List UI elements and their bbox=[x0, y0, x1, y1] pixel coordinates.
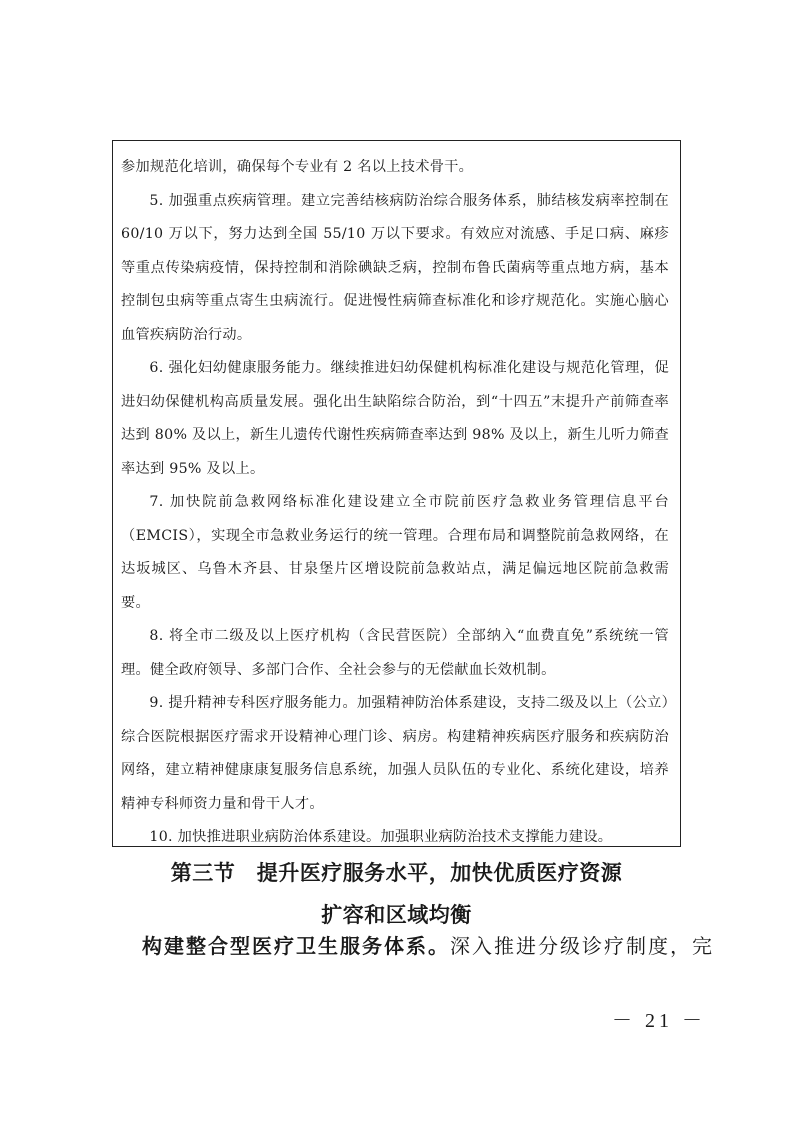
paragraph-item-10: 10. 加快推进职业病防治体系建设。加强职业病防治技术支撑能力建设。 bbox=[149, 829, 613, 845]
paragraph-item-7: 7. 加快院前急救网络标准化建设建立全市院前医疗急救业务管理信息平台（EMCIS），实现全市急救业务运行的统一管理。合理布局和调整院前急救网络，在达坂城区、乌鲁木齐县、甘泉堡片区增设院前急救站点，满足偏远地区院前急救需要。 bbox=[121, 494, 669, 611]
body-indent bbox=[112, 934, 142, 958]
page-number: － 21 － bbox=[612, 1010, 706, 1032]
section-heading-line-2: 扩容和区域均衡 bbox=[321, 902, 472, 927]
boxed-section-text bbox=[121, 151, 669, 855]
paragraph-item-6: 6. 强化妇幼健康服务能力。继续推进妇幼保健机构标准化建设与规范化管理，促进妇幼保健机构高质量发展。强化出生缺陷综合防治，到“十四五”末提升产前筛查率达到 80% 及以上，新生儿遗传代谢性疾病筛查率达到 98% 及以上，新生儿听力筛查率达到 95% 及以上。 bbox=[121, 360, 669, 477]
body-lead-text: 构建整合型医疗卫生服务体系。 bbox=[142, 934, 450, 958]
paragraph-continuation: 参加规范化培训，确保每个专业有 2 名以上技术骨干。 bbox=[121, 159, 474, 175]
paragraph-item-8: 8. 将全市二级及以上医疗机构（含民营医院）全部纳入“血费直免”系统统一管理。健全政府领导、多部门合作、全社会参与的无偿献血长效机制。 bbox=[121, 628, 669, 678]
paragraph-item-9: 9. 提升精神专科医疗服务能力。加强精神防治体系建设，支持二级及以上（公立）综合医院根据医疗需求开设精神心理门诊、病房。构建精神疾病医疗服务和疾病防治网络，建立精神健康康复服务信息系统，加强人员队伍的专业化、系统化建设，培养精神专科师资力量和骨干人才。 bbox=[121, 695, 669, 812]
section-heading-line-1: 第三节 提升医疗服务水平，加快优质医疗资源 bbox=[170, 860, 623, 885]
body-rest-text: 深入推进分级诊疗制度，完 bbox=[450, 934, 714, 958]
boxed-section bbox=[112, 140, 681, 847]
body-paragraph bbox=[112, 931, 714, 961]
paragraph-item-5: 5. 加强重点疾病管理。建立完善结核病防治综合服务体系，肺结核发病率控制在 60/10 万以下，努力达到全国 55/10 万以下要求。有效应对流感、手足口病、麻疹等重点传染病疫情，保持控制和消除碘缺乏病，控制布鲁氏菌病等重点地方病，基本控制包虫病等重点寄生虫病流行。促进慢性病筛查标准化和诊疗规范化。实施心脑心血管疾病防治行动。 bbox=[121, 192, 669, 343]
